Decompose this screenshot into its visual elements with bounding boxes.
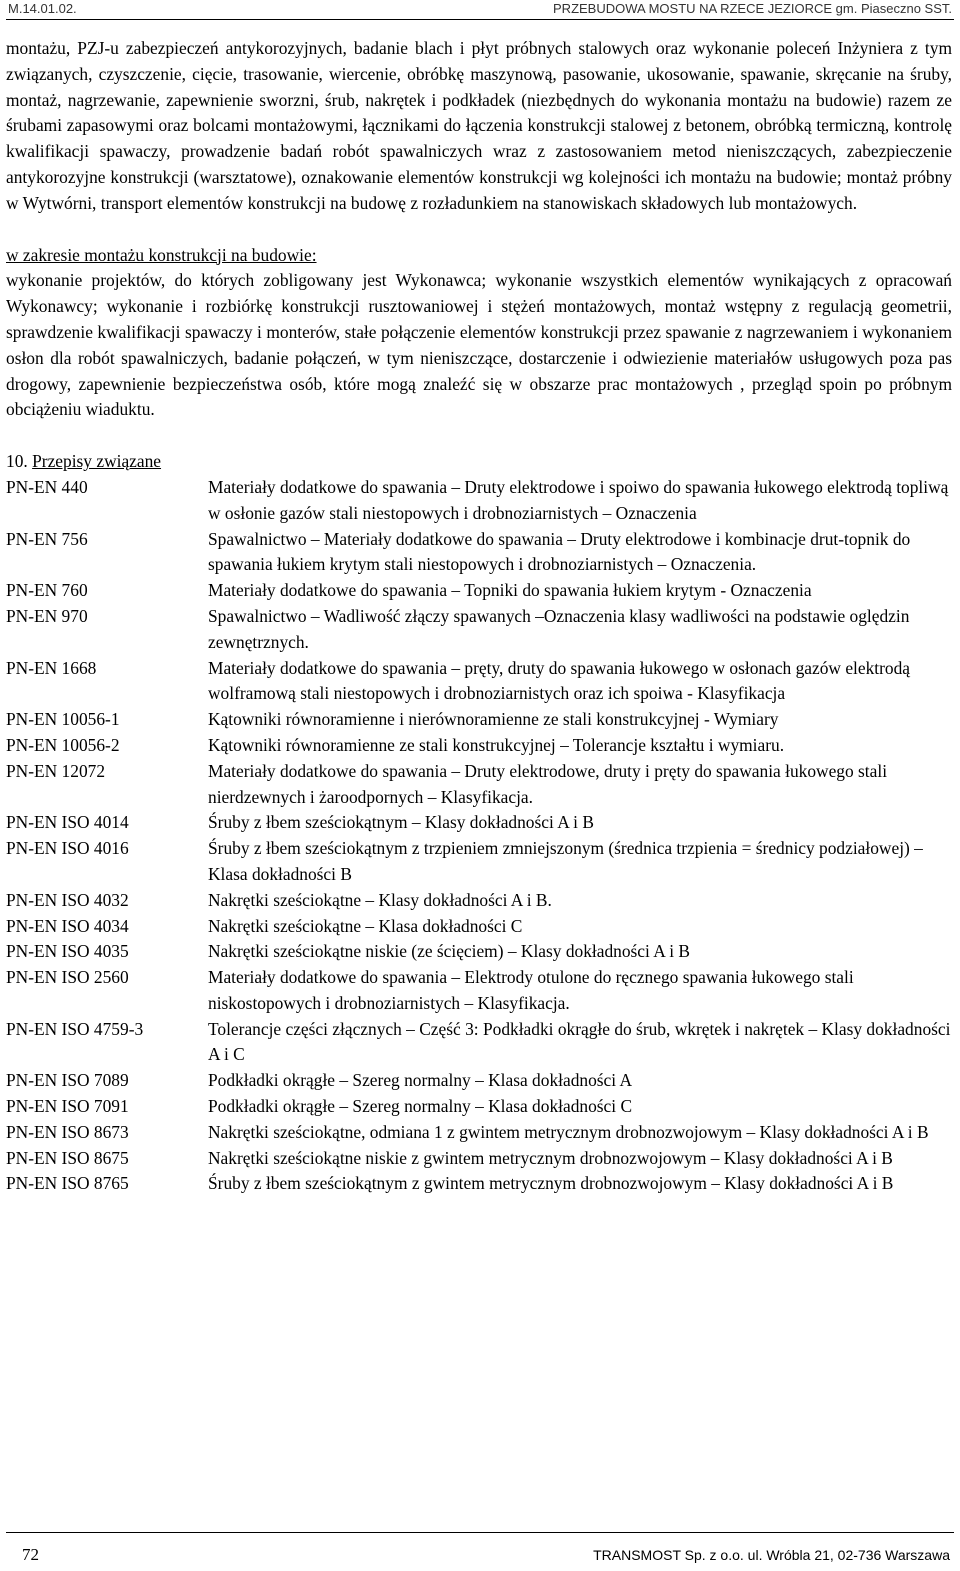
standard-row	[6, 1120, 952, 1146]
standard-row	[6, 965, 952, 1017]
standard-row	[6, 939, 952, 965]
standard-row	[6, 888, 952, 914]
standard-code: PN-EN ISO 4035	[6, 941, 129, 962]
standard-description: Nakrętki sześciokątne – Klasy dokładności A i B.	[208, 889, 552, 910]
standard-code: PN-EN ISO 7089	[6, 1070, 129, 1091]
site-assembly-paragraph: wykonanie projektów, do których zobligowany jest Wykonawca; wykonanie wszystkich elementów wynikających z opracowań Wykonawcy; wykonanie i rozbiórkę konstrukcji rusztowaniowej i stężeń montażowych, montaż wstępny z regulacją geometrii, sprawdzenie kwalifikacji spawaczy i monterów, stałe połączenie elementów konstrukcji przez spawanie z nagrzewaniem i wykonaniem osłon dla robót spawalniczych, badanie połączeń, w tym nieniszczące, dostarczenie i odwiezienie materiałów usługowych poza pas drogowy, zapewnienie bezpieczeństwa osób, które mogą znaleźć się w obszarze prac montażowych , przegląd spoin po próbnym obciążeniu wiaduktu.	[6, 270, 952, 420]
company-address: TRANSMOST Sp. z o.o. ul. Wróbla 21, 02-736 Warszawa	[593, 1547, 950, 1563]
site-assembly-subheading	[6, 243, 952, 269]
standard-description: Materiały dodatkowe do spawania – Druty elektrodowe i spoiwo do spawania łukowego elektrodą topliwą w osłonie gazów stali niestopowych i drobnoziarnistych – Oznaczenia	[208, 476, 949, 523]
standard-description: Nakrętki sześciokątne – Klasa dokładności C	[208, 915, 523, 936]
standard-row	[6, 578, 952, 604]
standard-code: PN-EN 756	[6, 528, 88, 549]
standard-code: PN-EN 10056-1	[6, 709, 120, 730]
standard-code: PN-EN 760	[6, 580, 88, 601]
standard-row	[6, 475, 952, 527]
spacer	[6, 217, 952, 243]
standard-row	[6, 836, 952, 888]
standard-description: Podkładki okrągłe – Szereg normalny – Klasa dokładności C	[208, 1096, 633, 1117]
standard-code: PN-EN ISO 4014	[6, 812, 129, 833]
standards-list	[6, 475, 952, 1197]
standard-row	[6, 1171, 952, 1197]
header-divider	[6, 19, 954, 20]
standard-code: PN-EN ISO 8765	[6, 1173, 129, 1194]
spacer	[6, 423, 952, 449]
page-header	[6, 0, 954, 20]
section-number: 10.	[6, 451, 28, 472]
section-title: Przepisy związane	[32, 451, 162, 472]
standard-code: PN-EN ISO 8675	[6, 1147, 129, 1168]
project-title: PRZEBUDOWA MOSTU NA RZECE JEZIORCE gm. Piaseczno SST.	[553, 1, 952, 16]
standard-description: Kątowniki równoramienne i nierównoramienne ze stali konstrukcyjnej - Wymiary	[208, 709, 779, 730]
standard-description: Nakrętki sześciokątne, odmiana 1 z gwintem metrycznym drobnozwojowym – Klasy dokładności A i B	[208, 1121, 929, 1142]
standard-description: Śruby z łbem sześciokątnym z trzpieniem zmniejszonym (średnica trzpienia = średnicy podziałowej) – Klasa dokładności B	[208, 838, 923, 884]
standard-row	[6, 733, 952, 759]
standard-row	[6, 1146, 952, 1172]
page-content	[6, 36, 952, 1197]
intro-paragraph: montażu, PZJ-u zabezpieczeń antykorozyjnych, badanie blach i płyt próbnych stalowych oraz wykonanie poleceń Inżyniera z tym związanych, czyszczenie, cięcie, trasowanie, wiercenie, obróbkę maszynową, pasowanie, ukosowanie, spawanie, skręcanie na śruby, montaż, nagrzewanie, zapewnienie sworzni, śrub, nakrętek i podkładek (niezbędnych do wykonania montażu na budowie) razem ze śrubami zapasowymi oraz bolcami montażowymi, łącznikami do łączenia konstrukcji stalowej z betonem, obróbką termiczną, kontrolę kwalifikacji spawaczy, prowadzenie badań robót spawalniczych wraz z zastosowaniem metod nieniszczących, zabezpieczenie antykorozyjne konstrukcji (warsztatowe), oznakowanie elementów konstrukcji wg kolejności ich montażu na budowie; montaż próbny w Wytwórni, transport elementów konstrukcji na budowę z rozładunkiem na stanowiskach składowych lub montażowych.	[6, 38, 952, 213]
standard-row	[6, 810, 952, 836]
standard-description: Tolerancje części złącznych – Część 3: Podkładki okrągłe do śrub, wkrętek i nakrętek – Klasy dokładności A i C	[208, 1018, 951, 1065]
standard-code: PN-EN ISO 2560	[6, 967, 129, 988]
section-heading	[6, 449, 952, 475]
standard-code: PN-EN ISO 4034	[6, 915, 129, 936]
standard-description: Materiały dodatkowe do spawania – Druty elektrodowe, druty i pręty do spawania łukowego stali nierdzewnych i żaroodpornych – Klasyfikacja.	[208, 760, 888, 807]
standard-code: PN-EN 12072	[6, 760, 106, 781]
standard-row	[6, 1068, 952, 1094]
site-assembly-subheading-text: w zakresie montażu konstrukcji na budowie:	[6, 244, 317, 265]
standard-row	[6, 914, 952, 940]
standard-description: Podkładki okrągłe – Szereg normalny – Klasa dokładności A	[208, 1070, 633, 1091]
standard-code: PN-EN ISO 4759-3	[6, 1018, 144, 1039]
standard-description: Nakrętki sześciokątne niskie z gwintem metrycznym drobnozwojowym – Klasy dokładności A i B	[208, 1147, 893, 1168]
standard-code: PN-EN ISO 7091	[6, 1096, 129, 1117]
standard-description: Materiały dodatkowe do spawania – pręty, druty do spawania łukowego w osłonach gazów elektrodą wolframową stali niestopowych i drobnoziarnistych oraz ich spoiwa - Klasyfikacja	[208, 657, 911, 704]
standard-code: PN-EN ISO 8673	[6, 1121, 129, 1142]
standard-code: PN-EN 970	[6, 605, 88, 626]
standard-row	[6, 656, 952, 708]
standard-description: Nakrętki sześciokątne niskie (ze ścięciem) – Klasy dokładności A i B	[208, 941, 690, 962]
standard-description: Materiały dodatkowe do spawania – Topniki do spawania łukiem krytym - Oznaczenia	[208, 580, 812, 601]
standard-description: Śruby z łbem sześciokątnym – Klasy dokładności A i B	[208, 812, 594, 833]
standard-code: PN-EN 10056-2	[6, 734, 120, 755]
standard-code: PN-EN 1668	[6, 657, 97, 678]
standard-row	[6, 1094, 952, 1120]
standard-description: Spawalnictwo – Wadliwość złączy spawanych –Oznaczenia klasy wadliwości na podstawie oględzin zewnętrznych.	[208, 605, 910, 652]
spec-code: M.14.01.02.	[8, 1, 77, 16]
standard-row	[6, 759, 952, 811]
standard-description: Materiały dodatkowe do spawania – Elektrody otulone do ręcznego spawania łukowego stali niskostopowych i drobnoziarnistych – Klasyfikacja.	[208, 967, 854, 1013]
standard-code: PN-EN ISO 4016	[6, 838, 129, 859]
standard-code: PN-EN 440	[6, 476, 88, 497]
standard-row	[6, 707, 952, 733]
standard-row	[6, 604, 952, 656]
page-footer	[6, 1533, 954, 1569]
standard-row	[6, 1017, 952, 1069]
standard-description: Spawalnictwo – Materiały dodatkowe do spawania – Druty elektrodowe i kombinacje drut-topnik do spawania łukiem krytym stali niestopowych i drobnoziarnistych – Oznaczenia.	[208, 528, 911, 575]
page-number: 72	[22, 1545, 39, 1564]
standard-description: Kątowniki równoramienne ze stali konstrukcyjnej – Tolerancje kształtu i wymiaru.	[208, 734, 785, 755]
standard-row	[6, 527, 952, 579]
standard-description: Śruby z łbem sześciokątnym z gwintem metrycznym drobnozwojowym – Klasy dokładności A i B	[208, 1173, 894, 1194]
standard-code: PN-EN ISO 4032	[6, 889, 129, 910]
